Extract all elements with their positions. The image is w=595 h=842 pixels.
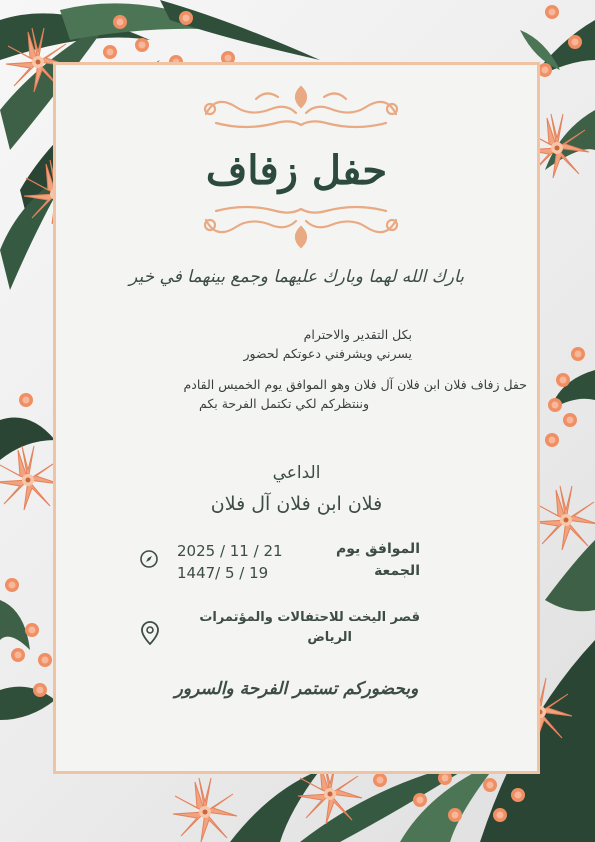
- invitation-title: حفل زفاف: [205, 147, 388, 194]
- greeting-line-1: بكل التقدير والاحترام: [303, 327, 412, 342]
- closing-calligraphy: وبحضوركم تستمر الفرحة والسرور: [174, 679, 419, 699]
- greeting-line-2: يسرني ويشرفني دعوتكم لحضور: [243, 346, 412, 361]
- hijri-date: 1447/ 5 / 19: [177, 564, 269, 582]
- host-label: الداعي: [272, 463, 321, 483]
- greeting-line-4: وننتظركم لكي تكتمل الفرحة بكم: [199, 396, 369, 411]
- blessing-calligraphy: بارك الله لهما وبارك عليهما وجمع بينهما في خير: [129, 267, 464, 287]
- date-day-label: الموافق يوم: [336, 541, 420, 557]
- gregorian-date: 2025 / 11 / 21: [177, 542, 283, 560]
- venue-city: الرياض: [307, 630, 352, 645]
- venue-name: قصر اليخت للاحتفالات والمؤتمرات: [199, 610, 420, 625]
- location-pin-icon: [140, 620, 160, 646]
- bottom-ornament: [196, 195, 406, 255]
- top-ornament: [196, 79, 406, 139]
- compass-icon: [139, 549, 159, 569]
- weekday-label: الجمعة: [374, 563, 420, 579]
- greeting-line-3: حفل زفاف فلان ابن فلان آل فلان وهو الموافق يوم الخميس القادم: [183, 377, 527, 392]
- invitation-card: [53, 62, 540, 774]
- host-name: فلان ابن فلان آل فلان: [210, 493, 383, 515]
